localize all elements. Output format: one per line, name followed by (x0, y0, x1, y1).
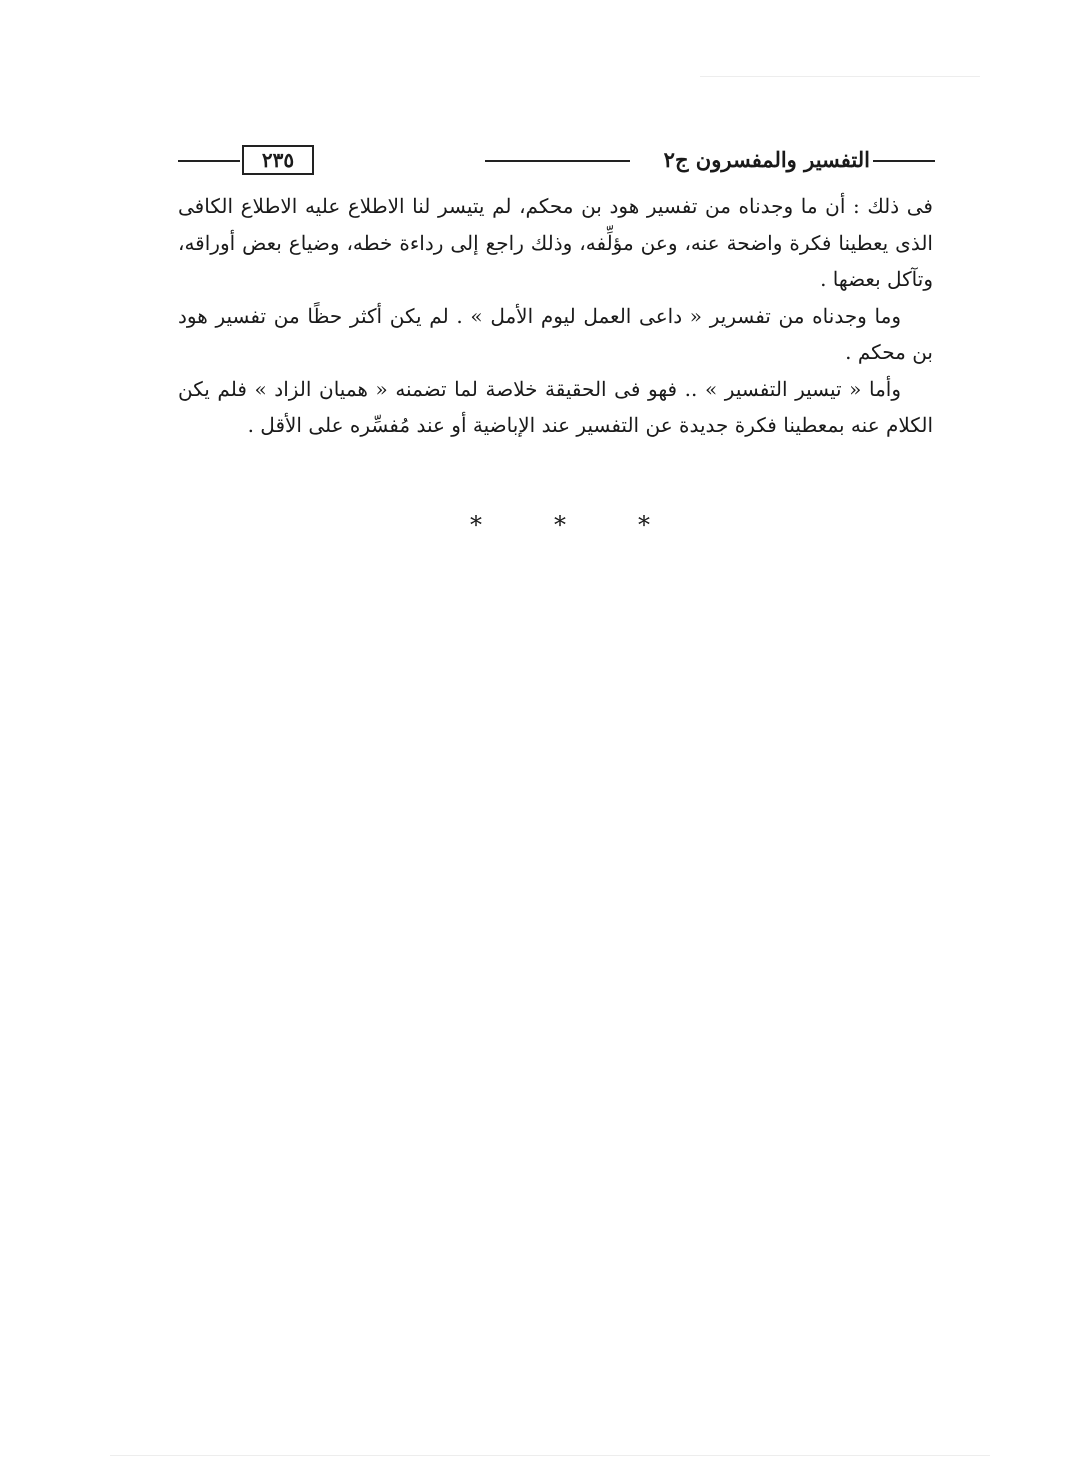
header-rule-right (873, 160, 935, 162)
paragraph-2: وما وجدناه من تفسرير « داعى العمل ليوم الأمل » . لم يكن أكثر حظًا من تفسير هود بن محكم . (178, 303, 933, 364)
paragraph-1: فى ذلك : أن ما وجدناه من تفسير هود بن محكم، لم يتيسر لنا الاطلاع عليه الاطلاع الكافى الذى يعطينا فكرة واضحة عنه، وعن مؤلِّفه، وذلك راجع إلى رداءة خطه، وضياع بعض أوراقه، وتآكل بعضها . (178, 194, 933, 291)
page-number-box: ٢٣٥ (242, 145, 314, 175)
body-text (178, 188, 933, 444)
separator-star: * (470, 511, 482, 539)
scan-artifact (110, 1455, 990, 1456)
paragraph-3: وأما « تيسير التفسير » .. فهو فى الحقيقة خلاصة لما تضمنه « هميان الزاد » فلم يكن الكلام عنه بمعطينا فكرة جديدة عن التفسير عند الإباضية أو عند مُفسِّره على الأقل . (178, 376, 933, 437)
section-separator (470, 512, 650, 538)
header-rule-left (178, 160, 240, 162)
separator-star: * (554, 511, 566, 539)
running-title: التفسير والمفسرون ج٢ (658, 143, 870, 177)
header-rule-middle (485, 160, 630, 162)
scan-artifact (700, 76, 980, 77)
page-header (178, 143, 935, 177)
separator-star: * (638, 511, 650, 539)
